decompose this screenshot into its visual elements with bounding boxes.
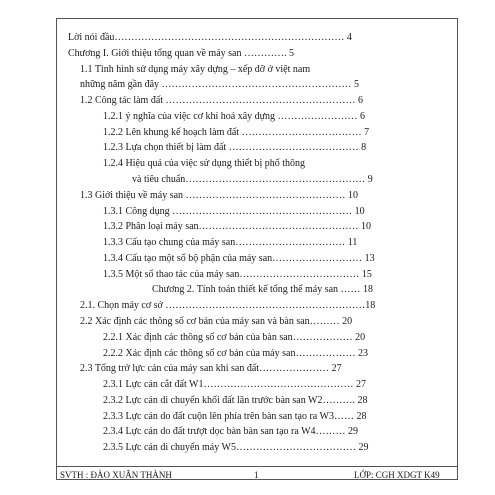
toc-entry[interactable]: Chương I. Giới thiệu tổng quan về máy san …………. 5 [68, 47, 294, 59]
toc-entry[interactable]: 1.3 Giới thiệu về máy san ………………………………………… 10 [80, 189, 359, 201]
footer-class: LỚP: CGH XDGT K49 [354, 470, 440, 480]
toc-entry[interactable]: 2.3.2 Lực cản di chuyển khối đất lăn trước bàn san W2………. 28 [103, 394, 368, 406]
toc-entry[interactable]: 1.2.1 ý nghĩa của việc cơ khí hoá xây dựng …………………… 6 [103, 110, 366, 122]
toc-entry[interactable]: Chương 2. Tính toán thiết kế tổng thể máy san …… 18 [152, 284, 374, 296]
toc-entry[interactable]: 1.2 Công tác làm đất ………………………………………………… 6 [80, 95, 364, 107]
toc-entry[interactable]: 1.1 Tình hình sử dụng máy xây dựng – xếp dỡ ở việt nam [80, 63, 311, 75]
toc-entry[interactable]: những năm gần đây ………………………………………………… 5 [80, 79, 360, 91]
toc-entry[interactable]: 1.3.1 Công dụng ……………………………………………… 10 [103, 205, 365, 217]
toc-entry[interactable]: và tiêu chuẩn……………………………………………… 9 [132, 174, 373, 185]
toc-entry[interactable]: 2.1. Chọn máy cơ sở ……………………………………………………18 [80, 300, 376, 312]
toc-entry[interactable]: 2.3.3 Lực cản do đất cuộn lên phía trên bàn san tạo ra W3…… 28 [103, 410, 367, 422]
toc-entry[interactable]: 2.3.5 Lực cản di chuyển máy W5……………………………… 29 [103, 442, 369, 454]
toc-entry[interactable]: 2.3.4 Lực cản do đất trượt dọc bàn bàn san tạo ra W4……… 29 [103, 426, 359, 438]
toc-entry[interactable]: Lời nói đầu…………………………………………………………… 4 [68, 32, 352, 43]
toc-entry[interactable]: 1.3.4 Cấu tạo một số bộ phận của máy san……………………… 13 [103, 252, 375, 264]
toc-entry[interactable]: 2.2.2 Xác định các thông số cơ bản của máy san……………… 23 [103, 347, 368, 359]
toc-entry[interactable]: 1.2.4 Hiệu quả của việc sử dụng thiết bị phổ thông [103, 158, 306, 170]
toc-entry[interactable]: 1.3.5 Một số thao tác của máy san……………………………… 15 [103, 268, 372, 280]
toc-entry[interactable]: 2.2.1 Xác định các thông số cơ bản của bàn san……………… 20 [103, 331, 366, 343]
toc-entry[interactable]: 1.2.2 Lên khung kế hoạch làm đất ……………………………… 7 [103, 126, 370, 138]
footer-page-number: 1 [254, 470, 259, 480]
toc-entry[interactable]: 2.2 Xác định các thông số cơ bản của máy san và bàn san……… 20 [80, 316, 353, 327]
toc-entry[interactable]: 1.3.2 Phân loại máy san………………………………………… 10 [103, 221, 372, 233]
footer-rule [56, 466, 458, 467]
toc-entry[interactable]: 2.3.1 Lực cản cắt đất W1……………………………………… 27 [103, 379, 366, 391]
toc-entry[interactable]: 1.2.3 Lựa chọn thiết bị làm đất ………………………………… 8 [103, 142, 367, 154]
toc-entry[interactable]: 1.3.3 Cấu tạo chung của máy san…………………………… 11 [103, 237, 358, 249]
footer-author: SVTH : ĐÀO XUÂN THÀNH [60, 470, 172, 480]
toc-entry[interactable]: 2.3 Tổng trở lực cản của máy san khi san đất………………… 27 [80, 363, 342, 375]
